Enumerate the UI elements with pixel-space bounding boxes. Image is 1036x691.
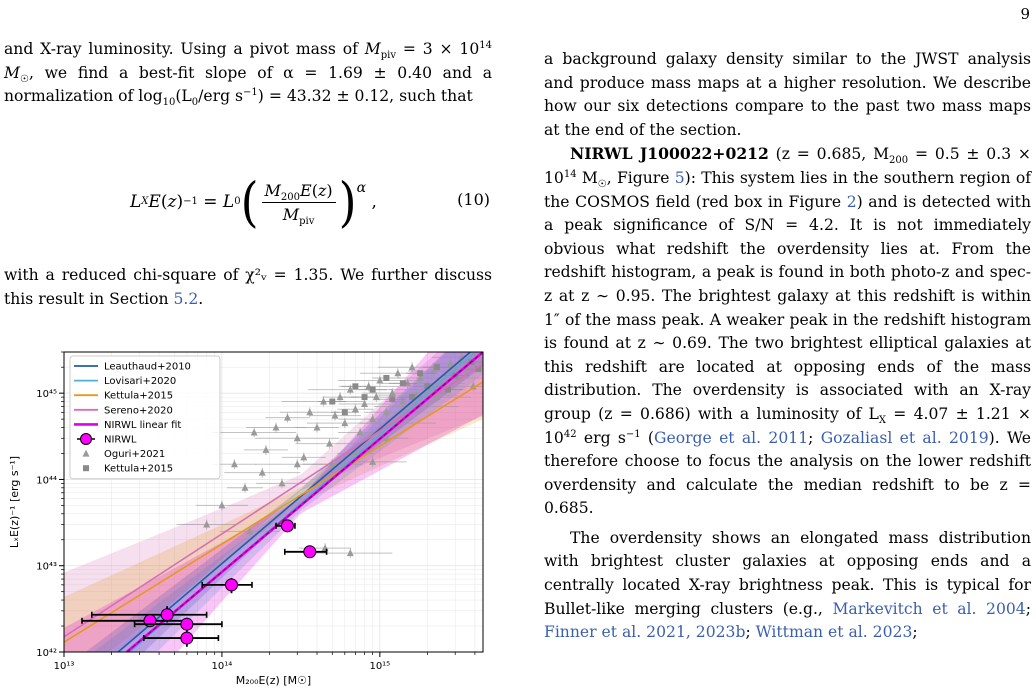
ref-finner-2021[interactable]: Finner et al. 2021, 2023b [544,623,746,642]
kettula-point [389,396,395,402]
scaling-relation-figure [0,346,500,687]
x-axis-label: M₂₀₀E(z) [M☉] [235,674,312,687]
section-link[interactable]: 5.2 [173,289,199,308]
legend-swatch [81,434,92,445]
legend-box [70,356,220,479]
nirwl-point [281,520,293,532]
nirwl-point [181,632,193,644]
ref-george-2011[interactable]: George et al. 2011 [654,428,809,447]
oguri-point [337,393,344,400]
oguri-point [409,363,416,370]
nirwl-point [304,546,316,558]
nirwl-point [181,618,193,630]
oguri-point [306,408,313,415]
kettula-point [370,387,376,393]
legend-label: NIRWL linear fit [104,419,182,431]
legend-label: Leauthaud+2010 [104,361,191,373]
left-paragraph-2: with a reduced chi-square of χ²ᵥ = 1.35. We further discuss this result in Section 5.2. [4,266,492,308]
figure-5-link[interactable]: 5 [674,168,685,187]
legend-label: Lovisari+2020 [104,376,177,388]
kettula-point [352,383,358,389]
oguri-point [322,544,329,551]
kettula-point [362,394,368,400]
ref-gozaliasl-2019[interactable]: Gozaliasl et al. 2019 [820,428,989,447]
oguri-point [231,460,238,467]
legend-label: Kettula+2015 [104,390,174,402]
nirwl-point [161,609,173,621]
y-axis-label: LₓE(z)⁻¹ [erg s⁻¹] [8,455,21,549]
lx-mass-chart [0,346,500,687]
y-tick-label: 10⁴⁴ [36,475,57,487]
ref-wittman-2023[interactable]: Wittman et al. 2023 [755,623,913,642]
cluster-name: NIRWL J100022+0212 [570,144,769,164]
right-paragraph-1: a background galaxy density similar to the JWST analysis and produce mass maps at a higher resolution. We describe how our six detections compare to the past two mass maps at the end of the section. [544,50,1031,139]
legend-swatch [83,465,89,471]
equation-body: L X E ( z ) −1 = L 0 ( $\frac{M_{200}E(z)}{M_{piv}}$ ) $^\alpha$ , [130,170,377,234]
figure-2-link[interactable]: 2 [846,192,857,211]
page-number: 9 [1020,5,1030,23]
nirwl-point [226,579,238,591]
oguri-point [294,460,301,467]
right-paragraph-2: NIRWL J100022+0212 (z = 0.685, $M_{200} = 0.5 \pm 0.3 \times 10^{14}$ $M_☉$, Figure 5): This system lies in the southern region of the COSMOS field (red box in Figure 2) and is detected with a peak significance of S/N = 4.2. It is not immediately obvious what redshift the overdensity lies at. From the redshift histogram, a peak is found in both photo-z and spec-z at z ∼ 0.95. The brightest galaxy at this redshift is within 1″ of the mass peak. A weaker peak in the redshift histogram is found at z ∼ 0.69. The two brightest elliptical galaxies at this redshift are located at opposing ends of the mass distribution. The overdensity is associated with an X-ray group (z = 0.686) with a luminosity of $L_X = 4.07 \pm 1.21 \times 10^{42}$ erg $s^{-1}$ (George et al. 2011; Gozaliasl et al. 2019). We therefore choose to focus the analysis on the lower redshift overdensity and calculate the median redshift to be z = 0.685. [544,144,1032,518]
legend-label: Oguri+2021 [104,449,166,461]
equation-number: (10) [457,190,490,209]
y-tick-label: 10⁴³ [36,561,57,573]
legend [70,356,220,479]
kettula-point [342,409,348,415]
kettula-point [417,370,423,376]
right-column [544,48,1031,645]
ref-markevitch-2004[interactable]: Markevitch et al. 2004 [832,599,1026,618]
x-tick-label: 10¹³ [53,661,75,672]
y-tick-label: 10⁴⁵ [36,389,57,401]
x-tick-label: 10¹⁵ [369,661,391,672]
equation-10 [130,162,490,242]
kettula-point [329,399,335,405]
legend-label: Kettula+2015 [104,463,174,475]
oguri-point [294,434,301,441]
left-column [4,38,492,109]
x-tick-label: 10¹⁴ [211,661,233,672]
legend-label: NIRWL [104,434,137,446]
left-paragraph-1: and X-ray luminosity. Using a pivot mass of $M_{piv} = 3 \times 10^{14}$ $M_☉$, we find a best-fit slope of α = 1.69 ± 0.40 and a normalization of $\log_{10}(L_0$/erg $s^{-1}) = 43.32 \pm 0.12$, such that [4,39,492,109]
right-paragraph-3: The overdensity shows an elongated mass distribution with brightest cluster galaxies at opposing ends and a centrally located X-ray brightness peak. This is typical for Bullet-like merging clusters (e.g., Markevitch et al. 2004; Finner et al. 2021, 2023b; Wittman et al. 2023; [544,528,1031,642]
kettula-point [383,375,389,381]
legend-label: Sereno+2020 [104,405,173,417]
oguri-point [251,429,258,436]
y-tick-label: 10⁴² [36,648,57,659]
kettula-point [434,364,440,370]
kettula-point [400,380,406,386]
